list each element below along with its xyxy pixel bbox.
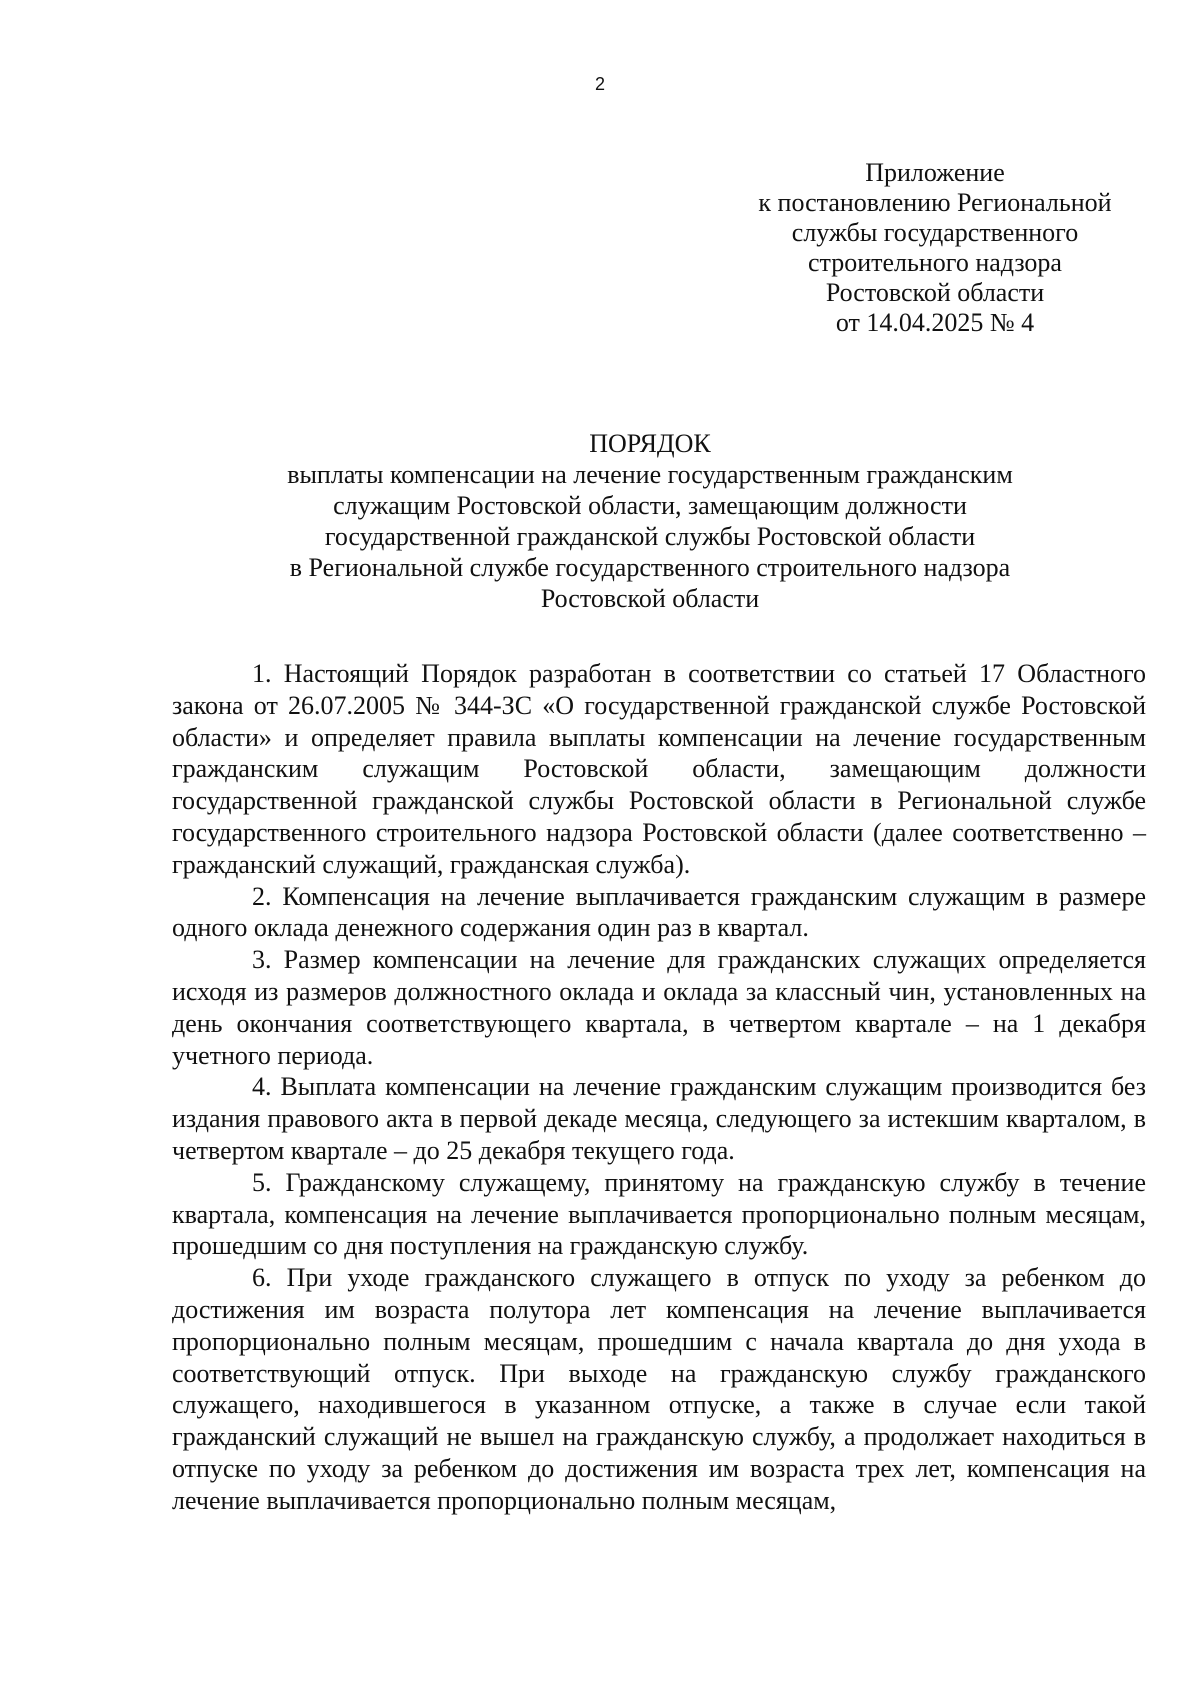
appendix-line: к постановлению Региональной	[758, 188, 1112, 217]
appendix-block	[735, 158, 1135, 338]
appendix-line: службы государственного	[791, 218, 1079, 247]
paragraph-number: 2.	[252, 881, 272, 911]
paragraph-1	[172, 658, 1146, 881]
paragraph-6	[172, 1262, 1146, 1516]
document-subtitle-line: служащим Ростовской области, замещающим должности	[333, 491, 967, 520]
appendix-line: строительного надзора	[808, 248, 1062, 277]
document-subtitle-line: в Региональной службе государственного строительного надзора	[289, 553, 1011, 582]
appendix-line: Ростовской области	[825, 278, 1045, 307]
document-title: ПОРЯДОК	[589, 429, 711, 458]
document-body	[172, 658, 1146, 1517]
paragraph-2	[172, 881, 1146, 945]
document-subtitle-line: Ростовской области	[540, 584, 760, 613]
document-subtitle-line: государственной гражданской службы Ростовской области	[324, 522, 976, 551]
appendix-line: Приложение	[865, 158, 1005, 187]
paragraph-text: Настоящий Порядок разработан в соответствии со статьей 17 Областного закона от 26.07.2005 № 344-ЗС «О государственной гражданской службе Ростовской области» и определяет правила выплаты компенсации на лечение государственным гражданским служащим Ростовской области, замещающим должности государственной гражданской службы Ростовской области в Региональной службе государственного строительного надзора Ростовской области (далее соответственно – гражданский служащий, гражданская служба).	[172, 659, 1146, 879]
page-number: 2	[594, 74, 605, 94]
paragraph-text: При уходе гражданского служащего в отпуск по уходу за ребенком до достижения им возраста полутора лет компенсация на лечение выплачивается пропорционально полным месяцам, прошедшим с начала квартала до дня ухода в соответствующий отпуск. При выходе на гражданскую службу гражданского служащего, находившегося в указанном отпуске, а также в случае если такой гражданский служащий не вышел на гражданскую службу, а продолжает находиться в отпуске по уходу за ребенком до достижения им возраста трех лет, компенсация на лечение выплачивается пропорционально полным месяцам,	[172, 1263, 1146, 1515]
paragraph-5	[172, 1167, 1146, 1262]
paragraph-number: 3.	[252, 945, 272, 975]
appendix-line: от 14.04.2025 № 4	[835, 308, 1035, 337]
paragraph-text: Гражданскому служащему, принятому на гражданскую службу в течение квартала, компенсация на лечение выплачивается пропорционально полным месяцам, прошедшим со дня поступления на гражданскую службу.	[172, 1167, 1147, 1261]
paragraph-number: 4.	[252, 1072, 272, 1102]
paragraph-4	[172, 1071, 1146, 1166]
paragraph-number: 5.	[252, 1167, 272, 1197]
paragraph-number: 6.	[252, 1263, 272, 1293]
document-subtitle-line: выплаты компенсации на лечение государственным гражданским	[287, 460, 1013, 489]
paragraph-text: Размер компенсации на лечение для гражданских служащих определяется исходя из размеров должностного оклада и оклада за классный чин, установленных на день окончания соответствующего квартала, в четвертом квартале – на 1 декабря учетного периода.	[172, 945, 1146, 1070]
paragraph-3	[172, 944, 1146, 1071]
paragraph-number: 1.	[252, 659, 272, 688]
paragraph-text: Компенсация на лечение выплачивается гражданским служащим в размере одного оклада денежного содержания один раз в квартал.	[172, 881, 1146, 943]
document-header	[170, 428, 1130, 614]
paragraph-text: Выплата компенсации на лечение гражданским служащим производится без издания правового акта в первой декаде месяца, следующего за истекшим кварталом, в четвертом квартале – до 25 декабря текущего года.	[172, 1072, 1147, 1165]
